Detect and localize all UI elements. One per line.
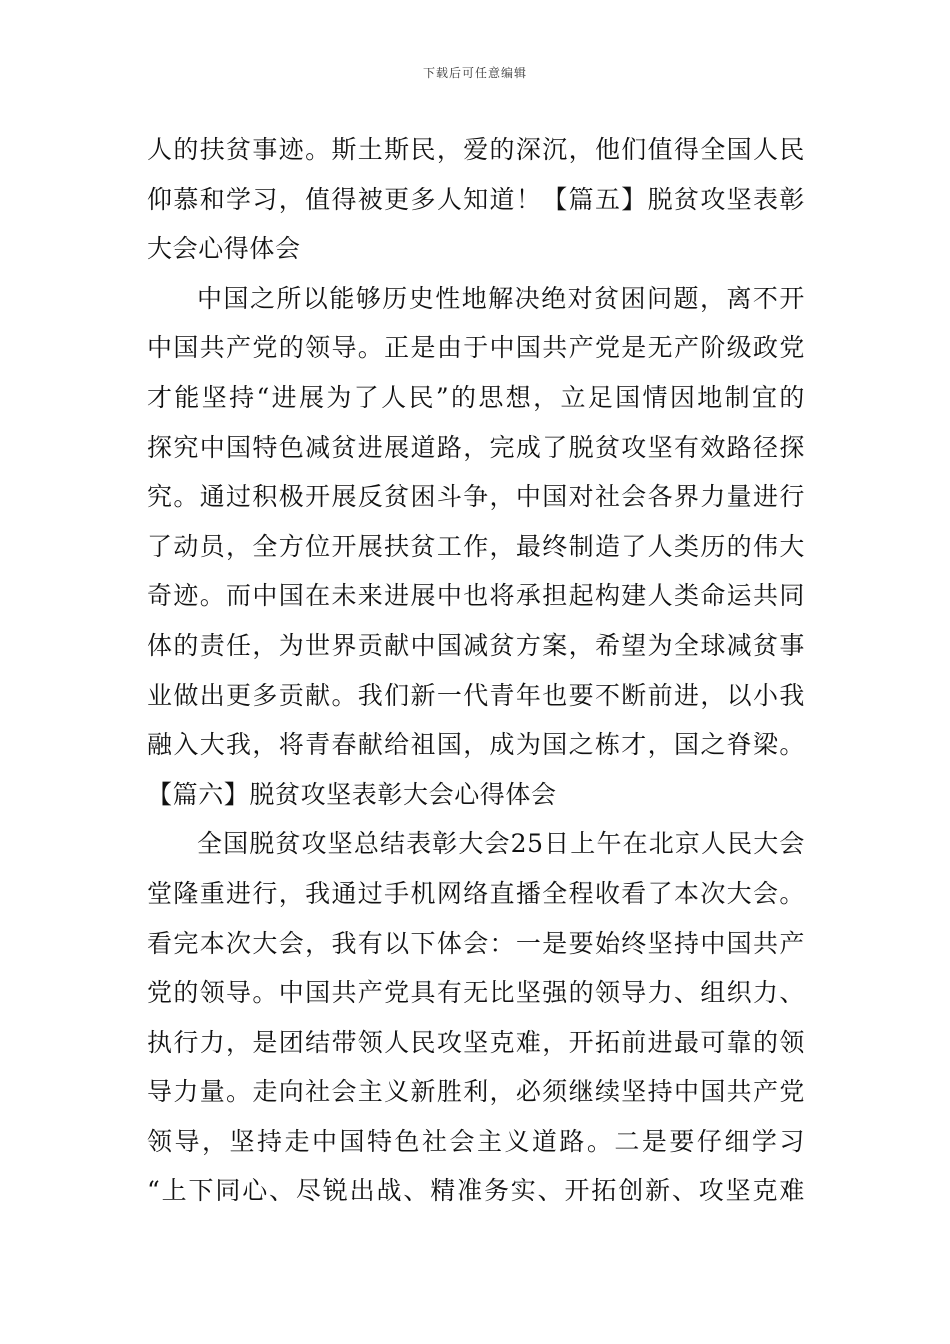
text-line-6: 才能坚持“进展为了人民”的思想，立足国情因地制宜的 (147, 382, 805, 412)
text-line-7: 探究中国特色减贫进展道路，完成了脱贫攻坚有效路径探 (147, 432, 805, 462)
document-body (147, 125, 805, 1216)
text-line-1: 人的扶贫事迹。斯土斯民，爱的深沉，他们值得全国人民 (147, 135, 805, 164)
text-line-12: 业做出更多贡献。我们新一代青年也要不断前进，以小我 (147, 680, 805, 710)
text-line-22: “上下同心、尽锐出战、精准务实、开拓创新、攻坚克难 (147, 1176, 805, 1206)
text-line-18: 党的领导。中国共产党具有无比坚强的领导力、组织力、 (147, 978, 805, 1008)
text-line-20: 导力量。走向社会主义新胜利，必须继续坚持中国共产党 (147, 1077, 805, 1107)
text-line-16: 堂隆重进行，我通过手机网络直播全程收看了本次大会。 (147, 878, 805, 908)
text-line-9: 了动员，全方位开展扶贫工作，最终制造了人类历的伟大 (147, 531, 805, 561)
text-line-8: 究。通过积极开展反贫困斗争，中国对社会各界力量进行 (147, 482, 805, 512)
text-line-15: 全国脱贫攻坚总结表彰大会25日上午在北京人民大会 (197, 829, 805, 859)
page-header-note: 下载后可任意编辑 (422, 66, 527, 80)
text-line-19: 执行力，是团结带领人民攻坚克难，开拓前进最可靠的领 (147, 1027, 805, 1057)
text-line-10: 奇迹。而中国在未来进展中也将承担起构建人类命运共同 (147, 581, 805, 611)
text-line-4: 中国之所以能够历史性地解决绝对贫困问题，离不开 (197, 283, 805, 313)
text-line-2: 仰慕和学习，值得被更多人知道！【篇五】脱贫攻坚表彰 (147, 184, 805, 214)
text-line-3: 大会心得体会 (147, 234, 301, 264)
text-line-5: 中国共产党的领导。正是由于中国共产党是无产阶级政党 (147, 333, 805, 363)
text-line-14: 【篇六】脱贫攻坚表彰大会心得体会 (147, 779, 557, 809)
text-line-11: 体的责任，为世界贡献中国减贫方案，希望为全球减贫事 (147, 630, 805, 660)
text-line-21: 领导，坚持走中国特色社会主义道路。二是要仔细学习 (147, 1126, 805, 1156)
text-line-13: 融入大我，将青春献给祖国，成为国之栋才，国之脊梁。 (147, 730, 805, 760)
text-line-17: 看完本次大会，我有以下体会：一是要始终坚持中国共产 (147, 928, 805, 958)
